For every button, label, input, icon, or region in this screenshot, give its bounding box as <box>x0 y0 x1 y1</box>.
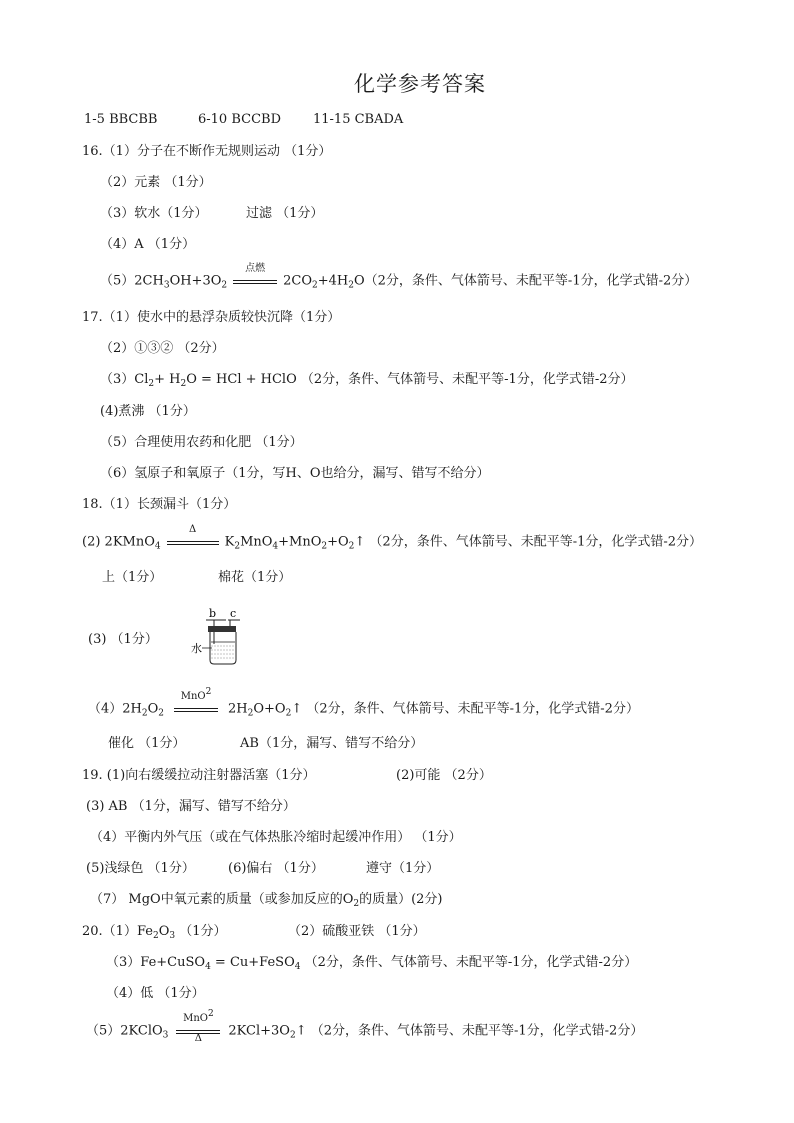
answers-6-10: 6-10 BCCBD <box>198 112 282 127</box>
q16-line1: 16.（1）分子在不断作无规则运动 （1分） <box>82 144 332 159</box>
q19-line1a: 19. (1)向右缓缓拉动注射器活塞（1分） <box>82 768 316 783</box>
reaction-arrow <box>174 687 218 718</box>
q19-line4b: (6)偏右 （1分） <box>228 861 324 876</box>
q19-line4a: (5)浅绿色 （1分） <box>86 861 195 876</box>
q20-line2: （3）Fe+CuSO$_4$ = Cu+FeSO$_4$ （2分，条件、气体箭号、未配平等-1分，化学式错-2分） <box>106 955 638 972</box>
q19-line5: （7） MgO中氧元素的质量（或参加反应的$O_2$的质量）(2分) <box>90 892 443 909</box>
q16-eq-right: 2CO <box>283 273 313 289</box>
q17-line2: （2）①③② （2分） <box>100 341 225 356</box>
q19-line2: (3) AB （1分，漏写、错写不给分） <box>86 799 296 814</box>
q20-l4-b: 2KCl+3O <box>228 1023 290 1039</box>
q19-line4c: 遵守（1分） <box>366 861 440 876</box>
q18-line6a: 催化 （1分） <box>108 736 186 751</box>
q20-l1-b: O <box>158 924 170 939</box>
catalyst-label: MnO$^2$ <box>183 1009 214 1024</box>
q19-l5-a: （7） MgO中氧元素的质量（或参加反应的O <box>90 892 354 907</box>
q18-eq-c: MnO <box>240 534 273 550</box>
q18-line4: (3) （1分） <box>88 632 158 647</box>
q18-eq2-e: ↑ （2分，条件、气体箭号、未配平等-1分，化学式错-2分） <box>291 701 639 717</box>
q16-eq-note: O（2分，条件、气体箭号、未配平等-1分，化学式错-2分） <box>354 273 698 289</box>
heat-label: Δ <box>194 1033 203 1044</box>
q16-eq-left: （5）2CH <box>100 273 164 289</box>
q19-l5-b: 的质量）(2分) <box>359 892 443 907</box>
q20-line1c: （2）硫酸亚铁 （1分） <box>288 924 426 939</box>
q16-line3b: 过滤 （1分） <box>246 206 324 221</box>
q17-eq-a: （3）Cl <box>100 372 149 387</box>
q20-l2-b: = Cu+FeSO <box>210 955 295 970</box>
q18-eq2-a: （4）2H <box>88 701 142 717</box>
q20-line1: $20.(1)Fe_2O_3$ （1分） <box>82 924 227 941</box>
q16-line4: （4）A （1分） <box>100 237 196 252</box>
q17-line4: (4)煮沸 （1分） <box>100 404 196 419</box>
q18-eq-b: K <box>224 534 235 550</box>
q19-line3: （4）平衡内外气压（或在气体热胀冷缩时起缓冲作用） （1分） <box>90 830 462 845</box>
q18-eq2-d: O+O <box>253 701 286 717</box>
q19-line1b: (2)可能 （2分） <box>396 768 492 783</box>
q17-line5: （5）合理使用农药和化肥 （1分） <box>100 435 303 450</box>
condition-label: Δ <box>188 524 197 535</box>
q18-line3a: 上（1分） <box>102 570 163 585</box>
q16-eq-left2: OH+3O <box>169 273 222 289</box>
q18-eq-f: ↑ （2分，条件、气体箭号、未配平等-1分，化学式错-2分） <box>354 534 703 550</box>
q17-line3: $(3)Cl_2+ H_2O$ = HCl + HClO （2分，条件、气体箭号、未配平等-1分，化学式错-2分） <box>100 372 634 389</box>
q18-eq2-c: 2H <box>228 701 248 717</box>
q20-l2-c: （2分，条件、气体箭号、未配平等-1分，化学式错-2分） <box>300 955 638 970</box>
q20-l2-a: （3）Fe+CuSO <box>106 955 206 970</box>
answers-1-5: 1-5 BBCBB <box>84 112 158 127</box>
q20-l4-a: （5）2KClO <box>86 1023 163 1039</box>
q17-line1: 17.（1）使水中的悬浮杂质较快沉降（1分） <box>82 310 341 325</box>
q18-eq-e: +O <box>327 534 349 550</box>
q20-line3: （4）低 （1分） <box>106 986 205 1001</box>
q18-line2: (2) 2KMnO$_4$ Δ $K_2MnO_4+MnO_2+O_2↑$ （2分，条件、气体箭号、未配平等-1分，化学式错-2分） <box>82 524 703 552</box>
q16-line5: $(5)2CH_3OH+3O_2$ 点燃 $2CO_2+4H_2O(2$分，条件、气体箭号、未配平等-1分，化学式错-2分） <box>100 263 698 291</box>
q18-line6b: AB（1分，漏写、错写不给分） <box>240 736 424 751</box>
q18-eq-d: +MnO <box>278 534 322 550</box>
q17-eq-b: + H <box>154 372 181 387</box>
reaction-arrow <box>233 263 277 290</box>
condition-label: 点燃 <box>245 263 266 274</box>
q18-line1: 18.（1）长颈漏斗（1分） <box>82 497 237 512</box>
reaction-arrow <box>176 1009 220 1044</box>
reaction-arrow <box>167 524 219 551</box>
q20-l1-c: （1分） <box>175 924 227 939</box>
tube-label-b: b <box>209 607 217 620</box>
q18-line3b: 棉花（1分） <box>218 570 292 585</box>
page-title: 化学参考答案 <box>354 72 486 96</box>
q16-line2: （2）元素 （1分） <box>100 175 212 190</box>
gas-bottle-figure <box>188 604 248 668</box>
q16-line3a: （3）软水（1分） <box>100 206 208 221</box>
tube-label-c: c <box>230 607 237 620</box>
q17-eq-c: O = HCl + HClO （2分，条件、气体箭号、未配平等-1分，化学式错-2分） <box>186 372 634 387</box>
q18-eq2-b: O <box>147 701 159 717</box>
q20-l1-a: 20.（1）Fe <box>82 924 153 939</box>
q18-line5: $(4)2H_2O_2$ MnO$^2$ $2H_2O+O_2↑$ （2分，条件、气体箭号、未配平等-1分，化学式错-2分） <box>88 687 639 719</box>
q16-eq-right2: +4H <box>317 273 349 289</box>
catalyst-label: MnO$^2$ <box>180 687 212 702</box>
q20-l4-c: ↑ （2分，条件、气体箭号、未配平等-1分，化学式错-2分） <box>295 1023 644 1039</box>
water-label: 水 <box>191 642 202 655</box>
q20-line4: （5）2KClO$_3$ MnO$^2$ Δ $2KCl+3O_2↑$ （2分，条件、气体箭号、未配平等-1分，化学式错-2分） <box>86 1009 644 1044</box>
q18-eq-a: (2) 2KMnO <box>82 534 155 550</box>
answers-11-15: 11-15 CBADA <box>313 112 404 127</box>
q17-line6: （6）氢原子和氧原子（1分，写H、O也给分，漏写、错写不给分） <box>100 466 490 481</box>
